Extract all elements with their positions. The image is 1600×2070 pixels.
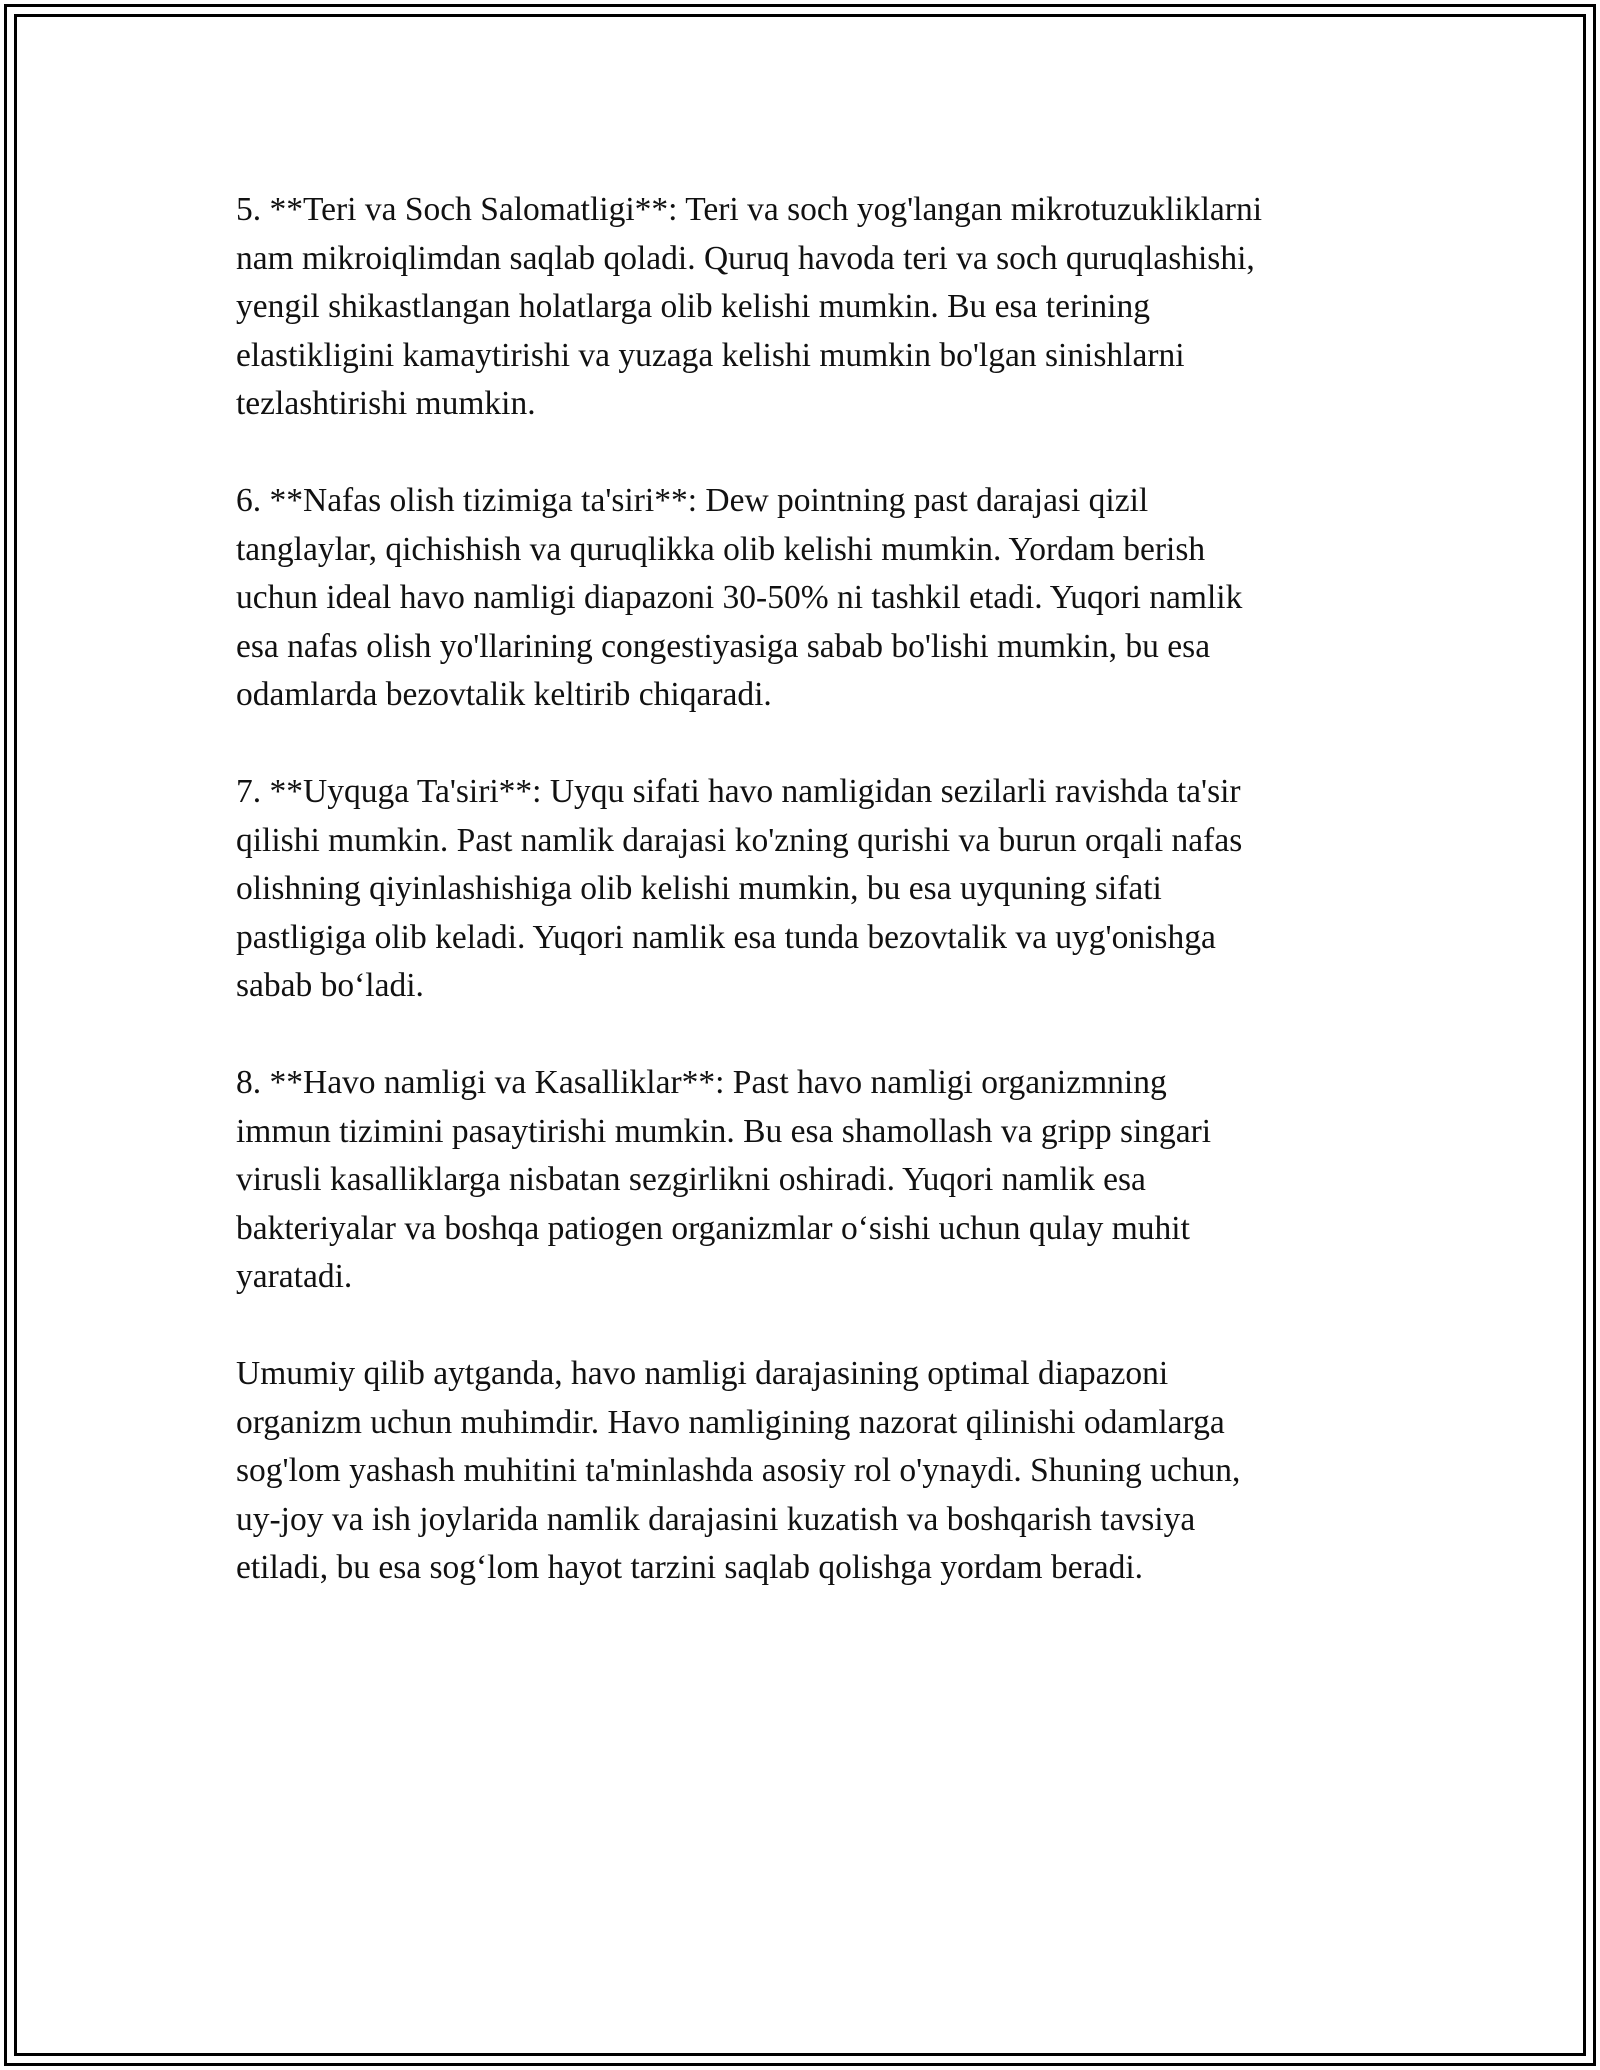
text-line: odamlarda bezovtalik keltirib chiqaradi.: [236, 676, 772, 713]
text-line: pastligiga olib keladi. Yuqori namlik esa tunda bezovtalik va uyg'onishga: [236, 918, 1216, 956]
paragraph-conclusion: [236, 1350, 1376, 1593]
text-line: bakteriyalar va boshqa patiogen organizmlar o‘sishi uchun qulay muhit: [236, 1209, 1190, 1247]
text-line: yaratadi.: [236, 1258, 353, 1295]
text-line: elastikligini kamaytirishi va yuzaga kelishi mumkin bo'lgan sinishlarni: [236, 336, 1185, 374]
text-line: esa nafas olish yo'llarining congestiyasiga sabab bo'lishi mumkin, bu esa: [236, 627, 1211, 665]
text-line: etiladi, bu esa sog‘lom hayot tarzini saqlab qolishga yordam beradi.: [236, 1549, 1144, 1586]
text-line: olishning qiyinlashishiga olib kelishi mumkin, bu esa uyquning sifati: [236, 870, 1162, 907]
text-line: yengil shikastlangan holatlarga olib kelishi mumkin. Bu esa terining: [236, 288, 1150, 325]
text-line: nam mikroiqlimdan saqlab qoladi. Quruq havoda teri va soch quruqlashishi,: [236, 239, 1255, 277]
text-line: Umumiy qilib aytganda, havo namligi darajasining optimal diapazoni: [236, 1355, 1169, 1392]
text-line: tanglaylar, qichishish va quruqlikka olib kelishi mumkin. Yordam berish: [236, 530, 1206, 568]
text-line: 5. **Teri va Soch Salomatligi**: Teri va soch yog'langan mikrotuzukliklarni: [236, 191, 1263, 228]
text-line: sabab bo‘ladi.: [236, 967, 424, 1004]
text-line: virusli kasalliklarga nisbatan sezgirlikni oshiradi. Yuqori namlik esa: [236, 1161, 1146, 1198]
text-line: 6. **Nafas olish tizimiga ta'siri**: Dew pointning past darajasi qizil: [236, 482, 1149, 519]
text-line: 8. **Havo namligi va Kasalliklar**: Past havo namligi organizmning: [236, 1064, 1167, 1101]
paragraph-skin-hair-health: [236, 186, 1376, 429]
text-line: qilishi mumkin. Past namlik darajasi ko'zning qurishi va burun orqali nafas: [236, 821, 1243, 859]
paragraph-sleep-effect: [236, 768, 1376, 1011]
text-line: immun tizimini pasaytirishi mumkin. Bu esa shamollash va gripp singari: [236, 1112, 1212, 1150]
paragraph-respiratory-effect: [236, 477, 1376, 720]
text-line: uy-joy va ish joylarida namlik darajasini kuzatish va boshqarish tavsiya: [236, 1500, 1196, 1538]
text-line: 7. **Uyquga Ta'siri**: Uyqu sifati havo namligidan sezilarli ravishda ta'sir: [236, 773, 1241, 810]
text-line: tezlashtirishi mumkin.: [236, 385, 536, 422]
paragraph-humidity-diseases: [236, 1059, 1376, 1302]
document-body: [236, 186, 1376, 1641]
text-line: uchun ideal havo namligi diapazoni 30-50% ni tashkil etadi. Yuqori namlik: [236, 579, 1243, 616]
text-line: sog'lom yashash muhitini ta'minlashda asosiy rol o'ynaydi. Shuning uchun,: [236, 1452, 1241, 1489]
text-line: organizm uchun muhimdir. Havo namligining nazorat qilinishi odamlarga: [236, 1403, 1225, 1441]
